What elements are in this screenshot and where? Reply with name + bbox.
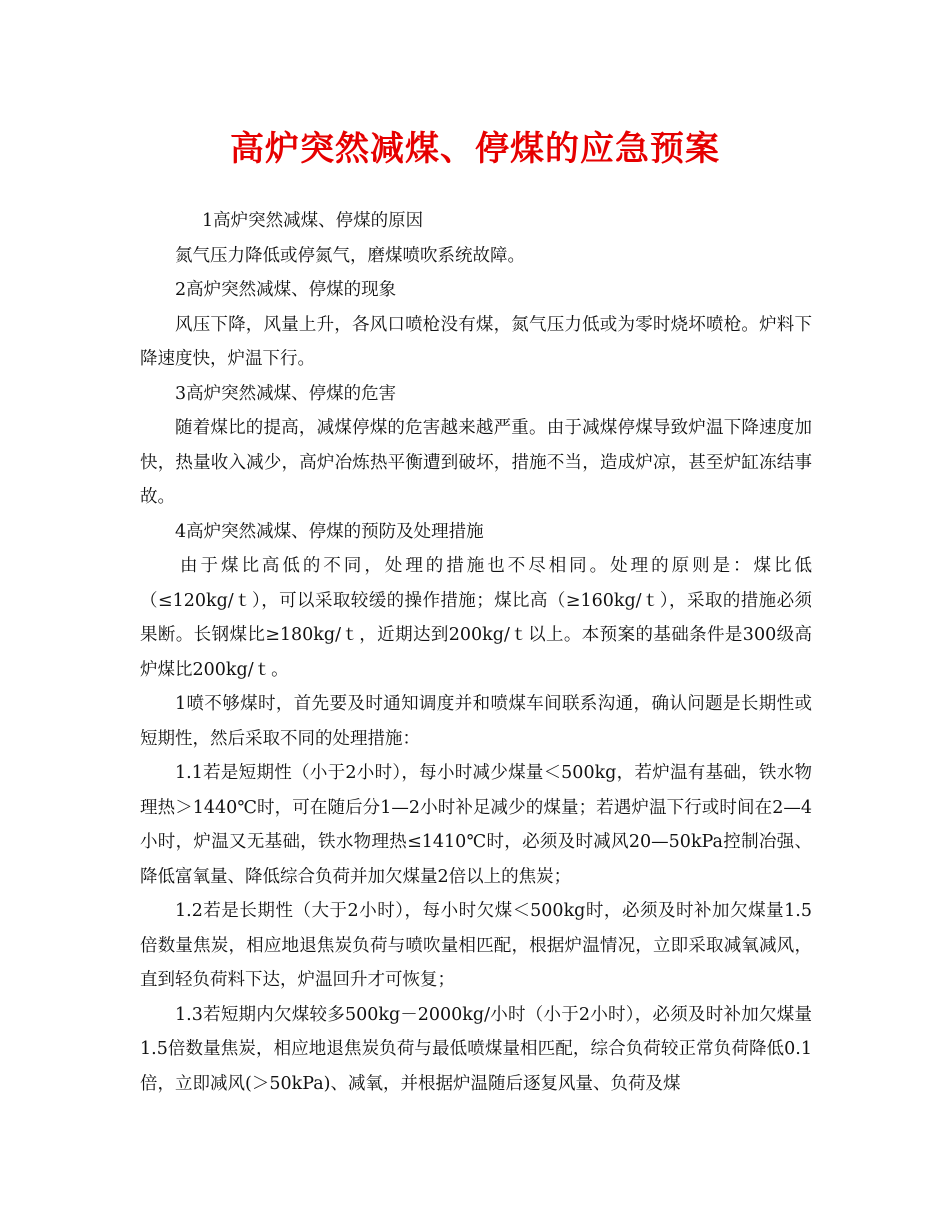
sub-item-1-2: 1.2若是长期性（大于2小时），每小时欠煤＜500kg时，必须及时补加欠煤量1.5倍数量焦炭，相应地退焦炭负荷与喷吹量相匹配，根据炉温情况，立即采取减氧减风，直到轻负荷料下达，炉温回升才可恢复； xyxy=(140,901,812,990)
paragraph: 由于煤比高低的不同，处理的措施也不尽相同。处理的原则是：煤比低（≤120kg/ｔ），可以采取较缓的操作措施；煤比高（≥160kg/ｔ），采取的措施必须果断。长钢煤比≥180kg/ｔ，近期达到200kg/ｔ以上。本预案的基础条件是300级高炉煤比200kg/ｔ。 xyxy=(140,556,812,680)
paragraph: 随着煤比的提高，减煤停煤的危害越来越严重。由于减煤停煤导致炉温下降速度加快，热量收入减少，高炉冶炼热平衡遭到破坏，措施不当，造成炉凉，甚至炉缸冻结事故。 xyxy=(140,418,812,507)
document-body xyxy=(140,204,812,1101)
section-heading-1: 1高炉突然减煤、停煤的原因 xyxy=(202,211,424,231)
sub-item-1-1: 1.1若是短期性（小于2小时），每小时减少煤量＜500kg，若炉温有基础，铁水物理热＞1440℃时，可在随后分1—2小时补足减少的煤量；若遇炉温下行或时间在2—4小时，炉温又无基础，铁水物理热≤1410℃时，必须及时减风20—50kPa控制冶强、降低富氧量、降低综合负荷并加欠煤量2倍以上的焦炭； xyxy=(140,763,812,887)
sub-item-1-3: 1.3若短期内欠煤较多500kg－2000kg/小时（小于2小时），必须及时补加欠煤量1.5倍数量焦炭，相应地退焦炭负荷与最低喷煤量相匹配，综合负荷较正常负荷降低0.1倍，立即减风(＞50kPa)、减氧，并根据炉温随后逐复风量、负荷及煤 xyxy=(140,1004,812,1094)
section-heading-2: 2高炉突然减煤、停煤的现象 xyxy=(175,280,397,300)
section-heading-3: 3高炉突然减煤、停煤的危害 xyxy=(175,383,397,404)
paragraph: 1喷不够煤时，首先要及时通知调度并和喷煤车间联系沟通，确认问题是长期性或短期性，然后采取不同的处理措施： xyxy=(140,694,812,749)
paragraph: 风压下降，风量上升，各风口喷枪没有煤，氮气压力低或为零时烧坏喷枪。炉料下降速度快，炉温下行。 xyxy=(140,314,812,369)
document-title: 高炉突然减煤、停煤的应急预案 xyxy=(230,129,720,169)
paragraph: 氮气压力降低或停氮气，磨煤喷吹系统故障。 xyxy=(175,245,525,266)
section-heading-4: 4高炉突然减煤、停煤的预防及处理措施 xyxy=(175,521,484,542)
